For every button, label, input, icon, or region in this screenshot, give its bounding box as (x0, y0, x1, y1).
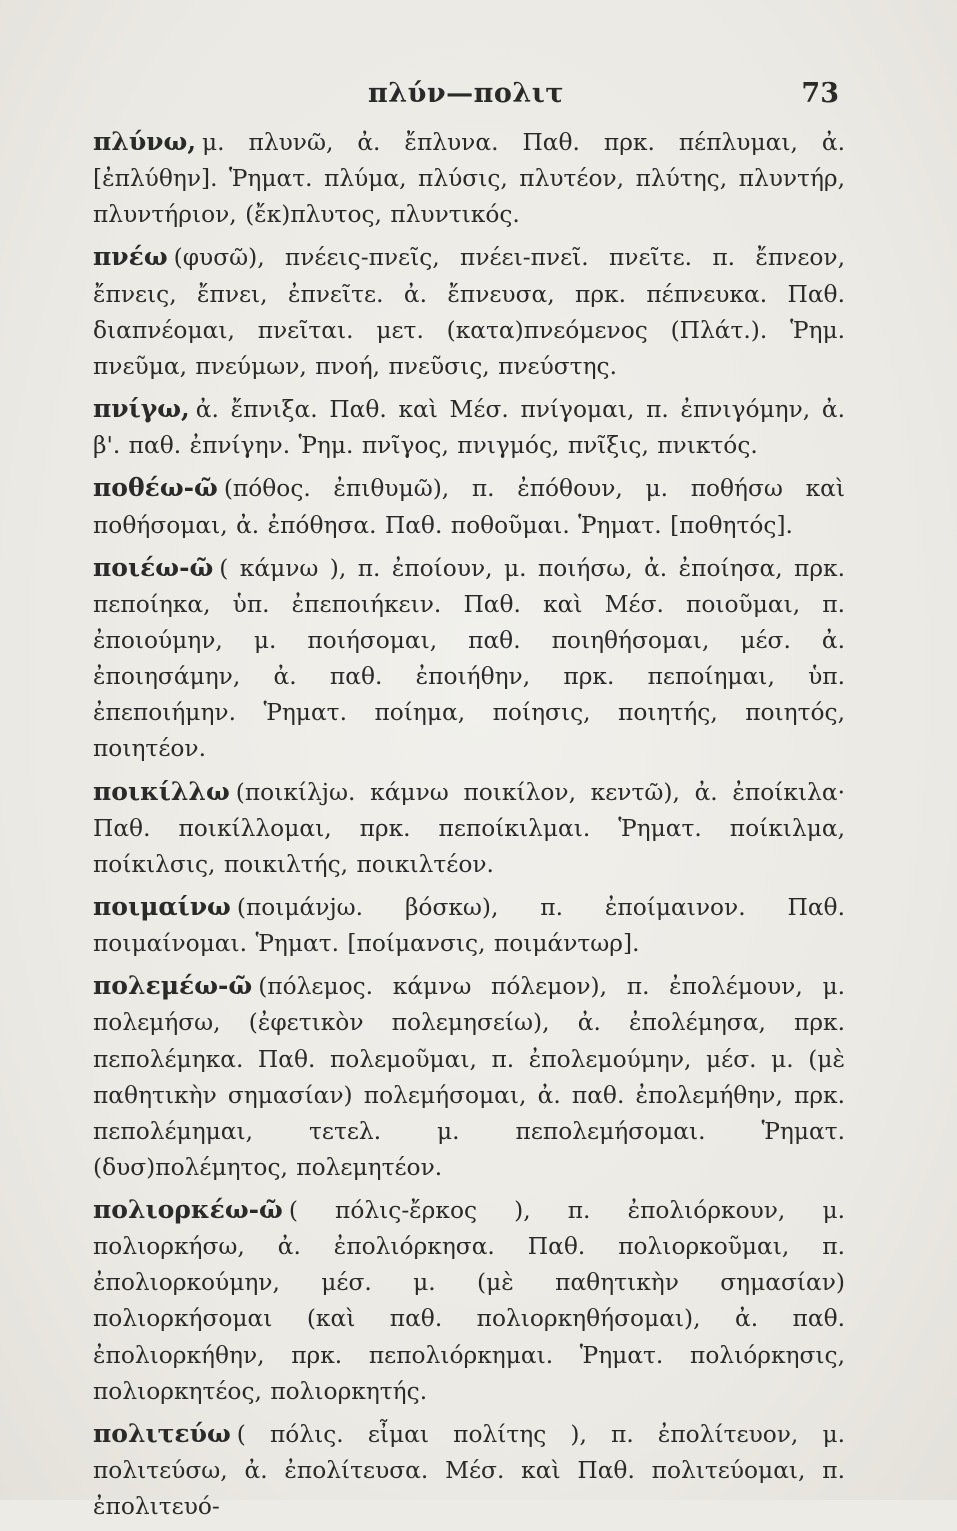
entry-plyno (93, 124, 845, 233)
entry-polemeo (93, 968, 845, 1186)
entry-politeuo (93, 1416, 845, 1525)
entry-headword: πνίγω, (93, 394, 190, 424)
entry-poliorkeo (93, 1192, 845, 1410)
entry-pneo (93, 239, 845, 384)
entry-headword: ποιμαίνω (93, 892, 231, 921)
entry-text: (ποιμάνjω. βόσκω), π. ἐποίμαινον. Παθ. ποιμαίνομαι. Ῥηματ. [ποίμανσις, ποιμάντωρ]. (93, 894, 845, 958)
entry-poieo (93, 550, 845, 768)
page-title: πλύν—πολιτ (367, 78, 565, 109)
entry-text: μ. πλυνῶ, ἀ. ἔπλυνα. Παθ. πρκ. πέπλυμαι, ἀ. [ἐπλύθην]. Ῥηματ. πλύμα, πλύσις, πλυτέον, πλύτης, πλυντήρ, πλυντήριον, (ἔκ)πλυτος, πλυντικός. (93, 129, 845, 229)
entry-pnigo (93, 391, 845, 464)
entry-headword: πνέω (93, 242, 168, 272)
entry-headword: πολιορκέω-ῶ (93, 1195, 283, 1225)
entry-poikillo (93, 774, 845, 883)
entry-text: (πόλεμος. κάμνω πόλεμον), π. ἐπολέμουν, μ. πολεμήσω, (ἐφετικὸν πολεμησείω), ἀ. ἐπολέμησα, πρκ. πεπολέμηκα. Παθ. πολεμοῦμαι, π. ἐπολεμούμην, μέσ. μ. (μὲ παθητικὴν σημασίαν) πολεμήσομαι, ἀ. παθ. ἐπολεμήθην, πρκ. πεπολέμημαι, τετελ. μ. πεπολεμήσομαι. Ῥηματ. (δυσ)πολέμητος, πολεμητέον. (93, 973, 845, 1181)
entry-headword: ποθέω-ῶ (93, 473, 218, 503)
entry-headword: ποικίλλω (93, 776, 230, 806)
entry-text: (φυσῶ), πνέεις-πνεῖς, πνέει-πνεῖ. πνεῖτε. π. ἔπνεον, ἔπνεις, ἔπνει, ἐπνεῖτε. ἀ. ἔπνευσα, πρκ. πέπνευκα. Παθ. διαπνέομαι, πνεῖται. μετ. (κατα)πνεόμενος (Πλάτ.). Ῥημ. πνεῦμα, πνεύμων, πνοή, πνεῦσις, πνεύστης. (93, 244, 845, 380)
running-head (93, 78, 839, 118)
entry-text: (πόθος. ἐπιθυμῶ), π. ἐπόθουν, μ. ποθήσω καὶ ποθήσομαι, ἀ. ἐπόθησα. Παθ. ποθοῦμαι. Ῥηματ. [ποθητός]. (93, 475, 845, 539)
entry-poimaino (93, 889, 845, 962)
dictionary-body (93, 124, 845, 1531)
entry-headword: πλύνω, (93, 127, 197, 156)
page-number: 73 (801, 78, 839, 109)
entry-text: ( πόλις-ἔρκος ), π. ἐπολιόρκουν, μ. πολιορκήσω, ἀ. ἐπολιόρκησα. Παθ. πολιορκοῦμαι, π. ἐπολιορκούμην, μέσ. μ. (μὲ παθητικὴν σημασίαν) πολιορκήσομαι (καὶ παθ. πολιορκηθήσομαι), ἀ. παθ. ἐπολιορκήθην, πρκ. πεπολιόρκημαι. Ῥηματ. πολιόρκησις, πολιορκητέος, πολιορκητής. (93, 1197, 845, 1405)
entry-text: ( κάμνω ), π. ἐποίουν, μ. ποιήσω, ἀ. ἐποίησα, πρκ. πεποίηκα, ὑπ. ἐπεποιήκειν. Παθ. καὶ Μέσ. ποιοῦμαι, π. ἐποιούμην, μ. ποιήσομαι, παθ. ποιηθήσομαι, μέσ. ἀ. ἐποιησάμην, ἀ. παθ. ἐποιήθην, πρκ. πεποίημαι, ὑπ. ἐπεποιήμην. Ῥηματ. ποίημα, ποίησις, ποιητής, ποιητός, ποιητέον. (93, 554, 845, 763)
entry-text: (ποικίλjω. κάμνω ποικίλον, κεντῶ), ἀ. ἐποίκιλα· Παθ. ποικίλλομαι, πρκ. πεποίκιλμαι. Ῥηματ. ποίκιλμα, ποίκιλσις, ποικιλτής, ποικιλτέον. (93, 778, 845, 878)
entry-text: ( πόλις. εἶμαι πολίτης ), π. ἐπολίτευον, μ. πολιτεύσω, ἀ. ἐπολίτευσα. Μέσ. καὶ Παθ. πολιτεύομαι, π. ἐπολιτευό- (93, 1420, 845, 1521)
entry-headword: ποιέω-ῶ (93, 552, 214, 582)
entry-text: ἀ. ἔπνιξα. Παθ. καὶ Μέσ. πνίγομαι, π. ἐπνιγόμην, ἀ. β'. παθ. ἐπνίγην. Ῥημ. πνῖγος, πνιγμός, πνῖξις, πνικτός. (93, 396, 845, 460)
entry-headword: πολιτεύω (93, 1418, 231, 1448)
entry-potheo (93, 470, 845, 543)
entry-headword: πολεμέω-ῶ (93, 971, 253, 1001)
